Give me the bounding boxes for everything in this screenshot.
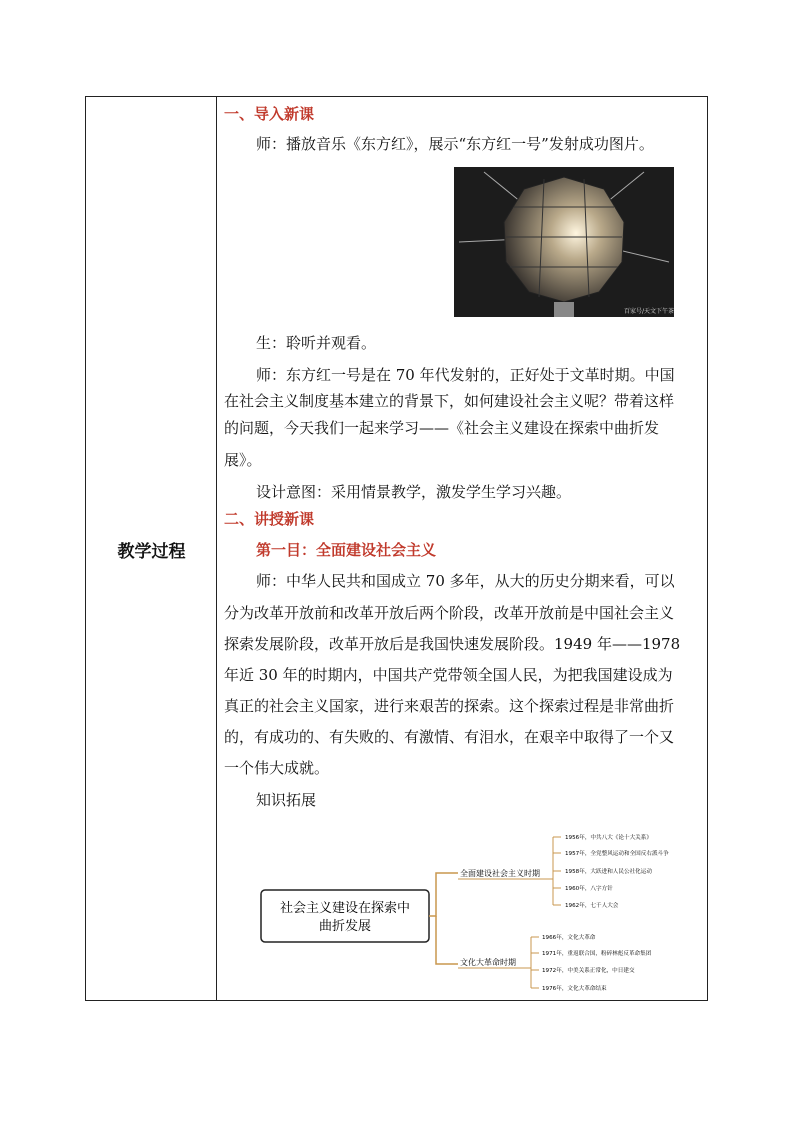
section1-p3-line1: 师：东方红一号是在 70 年代发射的，正好处于文革时期。中国 — [256, 366, 675, 384]
mindmap-connector-2 — [436, 916, 458, 964]
mindmap-root-line2: 曲折发展 — [318, 919, 372, 934]
mindmap-b1-item2: 1957年，全党整风运动和全国反右派斗争 — [565, 851, 669, 857]
section2-p1-line3: 探索发展阶段，改革开放后是我国快速发展阶段。1949 年——1978 — [224, 635, 681, 653]
section2-p1-line5: 真正的社会主义国家，进行来艰苦的探索。这个探索过程是非常曲折 — [224, 697, 675, 715]
section1-p4: 设计意图：采用情景教学，激发学生学习兴趣。 — [256, 483, 572, 501]
row-label: 教学过程 — [117, 542, 186, 562]
section1-p2: 生：聆听并观看。 — [256, 334, 377, 352]
mindmap-b2-item1: 1966年，文化大革命 — [542, 935, 596, 941]
mindmap-connector-1 — [429, 873, 458, 916]
section2-p1-line4: 年近 30 年的时期内，中国共产党带领全国人民，为把我国建设成为 — [224, 666, 673, 684]
section1-p3-line4: 展》。 — [224, 451, 262, 469]
mindmap-root-line1: 社会主义建设在探索中 — [279, 901, 411, 916]
section1-heading: 一、导入新课 — [224, 105, 315, 123]
left-column — [86, 97, 217, 1000]
section2-p1-line1: 师：中华人民共和国成立 70 多年，从大的历史分期来看，可以 — [256, 572, 675, 590]
mindmap-b1-item4: 1960年，八字方针 — [565, 886, 613, 892]
mindmap-b2-item2: 1971年，重返联合国，粉碎林彪反革命集团 — [542, 951, 652, 957]
lesson-table — [85, 96, 708, 1001]
section2-p1-line2: 分为改革开放前和改革开放后两个阶段，改革开放前是中国社会主义 — [224, 604, 675, 622]
mindmap-branch-1: 全面建设社会主义时期 — [460, 869, 540, 878]
mindmap-b1-item5: 1962年，七千人大会 — [565, 903, 619, 909]
mindmap-b2-item4: 1976年，文化大革命结束 — [542, 986, 607, 992]
mindmap-b1-item1: 1956年，中共八大《论十大关系》 — [565, 835, 652, 841]
mindmap-b2-item3: 1972年，中美关系正常化，中日建交 — [542, 968, 635, 974]
mindmap-diagram — [258, 825, 698, 995]
section2-heading: 二、讲授新课 — [224, 510, 315, 528]
photo-caption: 百家号/天文下午茶 — [624, 308, 674, 315]
section2-p2: 知识拓展 — [256, 791, 317, 809]
section1-p1: 师：播放音乐《东方红》，展示“东方红一号”发射成功图片。 — [256, 135, 654, 153]
section1-p3-line2: 在社会主义制度基本建立的背景下，如何建设社会主义呢？带着这样 — [224, 392, 675, 410]
satellite-photo — [454, 167, 674, 317]
section2-p1-line6: 的，有成功的、有失败的、有激情、有泪水，在艰辛中取得了一个又 — [224, 728, 675, 746]
mindmap-root-box — [261, 890, 429, 942]
mindmap-b1-item3: 1958年，大跃进和人民公社化运动 — [565, 869, 652, 875]
mindmap-branch-2: 文化大革命时期 — [460, 958, 516, 967]
section1-p3-line3: 的问题，今天我们一起来学习——《社会主义建设在探索中曲折发 — [224, 419, 660, 437]
section2-p1-line7: 一个伟大成就。 — [224, 759, 330, 777]
section2-subheading: 第一目：全面建设社会主义 — [256, 541, 437, 559]
